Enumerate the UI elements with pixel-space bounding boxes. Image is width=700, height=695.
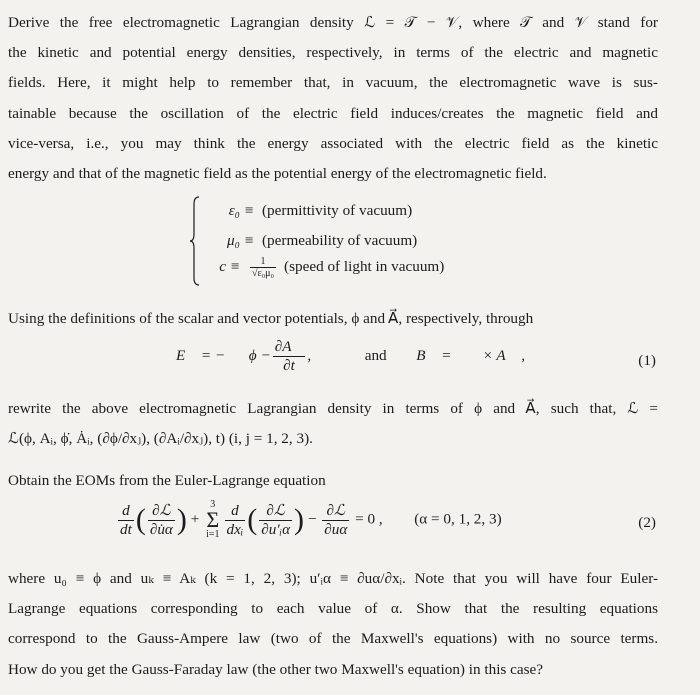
- fraction-numerator: ∂ℒ: [148, 502, 175, 521]
- dL-duprime-fraction: [259, 502, 292, 539]
- fraction-denominator: ∂u̇α: [149, 520, 173, 538]
- e-field-definition: E⃗ = −∇⃗ϕ −: [176, 346, 271, 364]
- definition-mu0: [206, 232, 417, 250]
- definition-c: [206, 256, 444, 279]
- sum-lower-limit: i=1: [206, 529, 220, 540]
- rewrite-paragraph: [8, 394, 658, 454]
- text-line: tainable because the oscillation of the electric field induces/creates the magnetic field and: [8, 104, 658, 122]
- eom-paragraph: [8, 466, 658, 496]
- minus-sign: −: [307, 510, 317, 528]
- definition-text: (speed of light in vacuum): [284, 257, 445, 275]
- definition-symbol: c ≡: [219, 257, 240, 275]
- d-dt-fraction: [118, 502, 134, 539]
- text-line: Lagrange equations corresponding to each value of α. Show that the resulting equations: [8, 600, 658, 618]
- fraction-denominator: √ε₀μ₀: [252, 268, 275, 279]
- definition-epsilon0: [206, 202, 412, 220]
- equation-1: [176, 338, 525, 375]
- comma: ,: [307, 346, 312, 364]
- closing-paragraph: [8, 564, 658, 685]
- equation-number-2: (2): [638, 514, 656, 531]
- equals-zero: = 0 ,: [355, 510, 383, 528]
- constants-definitions: [190, 196, 510, 288]
- fraction-denominator: dt: [120, 520, 132, 538]
- text-line: Obtain the EOMs from the Euler-Lagrange equation: [8, 472, 326, 489]
- sum-upper-limit: 3: [210, 499, 216, 510]
- text-line: fields. Here, it might help to remember that, in vacuum, the electromagnetic wave is sus-: [8, 74, 658, 92]
- text-line: correspond to the Gauss-Ampere law (two of the Maxwell's equations) with no source terms.: [8, 630, 658, 648]
- text-line: the kinetic and potential energy densities, respectively, in terms of the electric and magnetic: [8, 44, 658, 62]
- definition-symbol: ε₀ ≡: [228, 202, 254, 219]
- text-line: rewrite the above electromagnetic Lagrangian density in terms of ϕ and A⃗, such that, ℒ =: [8, 400, 658, 417]
- summation: [206, 500, 219, 540]
- sigma-icon: Σ: [206, 507, 220, 532]
- speed-of-light-fraction: [250, 256, 276, 279]
- fraction-denominator: dxᵢ: [226, 520, 244, 538]
- equation-2: $\frac{d}{dt}$ ( $\frac{\text{∂ℒ}}{\partial u̇\alpha}$ ) + 3 Σ i=1 $\frac{d}{\text{dxᵢ}}$ ( $\frac{\text{∂ℒ}}{\text{∂u′ᵢα}}$ ) − $\frac{\text{∂ℒ}}{\partial u\alpha}$ = 0 , (α = 0, 1, 2, 3): [120, 499, 502, 540]
- dA-dt-fraction: [273, 338, 306, 375]
- fraction-numerator: ∂ℒ: [322, 502, 349, 521]
- text-line: Using the definitions of the scalar and vector potentials, ϕ and A⃗, respectively, through: [8, 310, 534, 327]
- potentials-paragraph: [8, 304, 658, 334]
- fraction-denominator: ∂u′ᵢα: [261, 520, 291, 538]
- fraction-numerator: 1: [250, 256, 276, 268]
- text-line: vice-versa, i.e., you may think the energy associated with the electric field as the kinetic: [8, 134, 658, 152]
- equation-number-1: (1): [638, 352, 656, 369]
- definition-symbol: μ₀ ≡: [227, 232, 254, 249]
- dL-du-fraction: [322, 502, 349, 539]
- dL-dudot-fraction: [148, 502, 175, 539]
- fraction-numerator: ∂ℒ: [259, 502, 292, 521]
- fraction-denominator: ∂uα: [324, 520, 348, 538]
- text-line: energy and that of the magnetic field as the potential energy of the electromagnetic field.: [8, 165, 547, 183]
- fraction-denominator: ∂t: [283, 357, 295, 374]
- text-line: ℒ(ϕ, Aᵢ, ϕ̇, Ȧᵢ, (∂ϕ/∂xⱼ), (∂Aᵢ/∂xⱼ), t) (i, j = 1, 2, 3).: [8, 430, 313, 448]
- d-dxi-fraction: [225, 502, 246, 539]
- text-line: How do you get the Gauss-Faraday law (the other two Maxwell's equation) in this case?: [8, 660, 544, 678]
- intro-paragraph: [8, 8, 658, 189]
- plus-sign: +: [190, 510, 200, 528]
- alpha-range: (α = 0, 1, 2, 3): [414, 510, 502, 528]
- definition-text: (permittivity of vacuum): [262, 202, 413, 219]
- fraction-numerator: d: [225, 502, 246, 521]
- fraction-numerator: d: [118, 502, 134, 521]
- definition-text: (permeability of vacuum): [262, 232, 418, 249]
- left-brace-icon: [190, 196, 200, 286]
- b-field-definition: B⃗ = ∇⃗ × A⃗ ,: [416, 346, 526, 364]
- fraction-numerator: ∂A⃗: [274, 338, 304, 355]
- text-line: where u₀ ≡ ϕ and uₖ ≡ Aₖ (k = 1, 2, 3); u′ᵢα ≡ ∂uα/∂xᵢ. Note that you will have four Euler-: [8, 570, 658, 587]
- text-line: Derive the free electromagnetic Lagrangian density ℒ = 𝒯 − 𝒱, where 𝒯 and 𝒱 stand for: [8, 14, 658, 31]
- and-word: and: [364, 346, 387, 364]
